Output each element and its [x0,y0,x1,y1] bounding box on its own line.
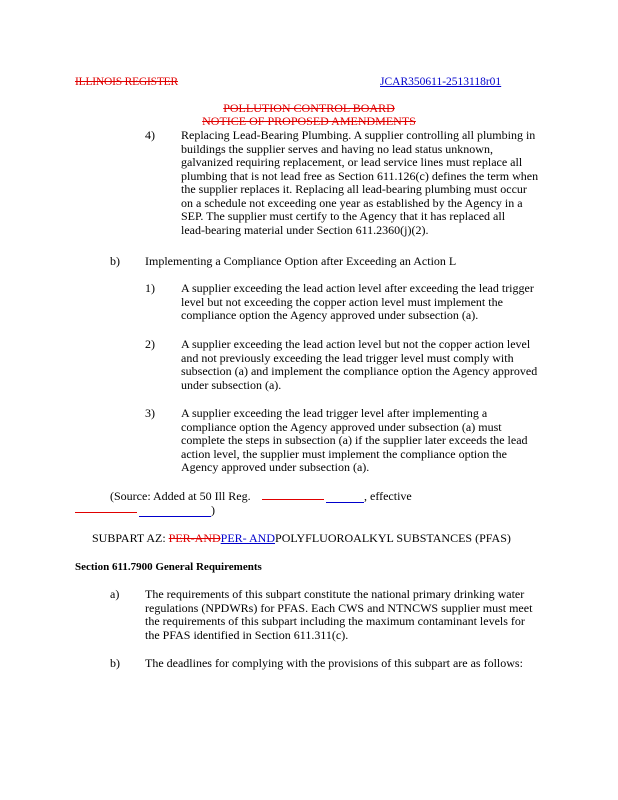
sub-3-line: complete the steps in subsection (a) if the supplier later exceeds the lead [181,433,528,447]
board-name: POLLUTION CONTROL BOARD [223,101,395,115]
section-a-line: The requirements of this subpart constitute the national primary drinking water [145,587,525,601]
effective-blank-deleted [75,512,137,513]
sub-1-number: 1) [145,281,155,295]
section-a-line: regulations (NPDWRs) for PFAS. Each CWS and NTNCWS supplier must meet [145,600,533,615]
register-header-left: ILLINOIS REGISTER [75,76,178,88]
subpart-deleted-text: PER-AND [168,531,221,545]
notice-title: NOTICE OF PROPOSED AMENDMENTS [202,114,416,128]
item-b-letter: b) [110,254,120,268]
section-a-line: the requirements of this subpart including the maximum contaminant levels for [145,614,525,628]
subpart-prefix: SUBPART AZ: [92,531,169,545]
section-b-text: The deadlines for complying with the provisions of this subpart are as follows: [145,656,523,670]
sub-3-number: 3) [145,406,155,420]
source-blank-deleted [262,499,324,500]
source-blank-inserted [326,502,364,503]
sub-2-text [181,338,601,392]
item-4-line: plumbing that is not lead free as Section 611.126(c) defines the term when [181,168,539,183]
sub-3-line: compliance option the Agency approved under subsection (a) must [181,419,502,434]
item-4-line: SEP. The supplier must certify to the Agency that it has replaced all [181,209,506,223]
sub-3-line: action level, the supplier must implement the compliance option the [181,446,507,461]
source-note: (Source: Added at 50 Ill Reg. [110,489,251,503]
subpart-inserted-text: PER- AND [220,531,276,545]
sub-3-line: A supplier exceeding the lead trigger level after implementing a [181,406,488,420]
sub-2-line: A supplier exceeding the lead action level but not the copper action level [181,337,531,351]
sub-2-number: 2) [145,337,155,351]
section-a-letter: a) [110,587,120,601]
section-title: Section 611.7900 General Requirements [75,561,262,573]
sub-2-line: subsection (a) and implement the compliance option the Agency approved [181,364,538,378]
item-4-line: the supplier replaces it. Replacing all lead-bearing plumbing must occur [181,182,527,196]
sub-1-line: A supplier exceeding the lead action level after exceeding the lead trigger [181,281,534,295]
item-4-line: galvanized requiring replacement, or lead service lines must replace all [181,155,523,169]
section-a-text [145,588,605,642]
sub-1-text [181,282,601,323]
sub-3-text [181,407,601,475]
jcar-code: JCAR350611-2513118r01 [380,76,502,88]
section-a-line: the PFAS identified in Section 611.311(c). [145,627,349,642]
item-4-line: buildings the supplier serves and having no lead status unknown, [181,141,493,156]
item-4-line: lead-bearing material under Section 611.2360(j)(2). [181,222,429,237]
item-4-number: 4) [145,128,155,142]
sub-1-line: level but not exceeding the copper action level must implement the [181,294,503,309]
source-close: ) [211,503,215,517]
subpart-heading [92,532,511,546]
subpart-rest: POLYFLUOROALKYL SUBSTANCES (PFAS) [275,531,511,545]
item-4-line: on a schedule not exceeding one year as established by the Agency in a [181,195,523,210]
sub-2-line: and not previously exceeding the lead trigger level must comply with [181,350,514,365]
sub-3-line: Agency approved under subsection (a). [181,460,370,474]
sub-1-line: compliance option the Agency approved under subsection (a). [181,308,479,322]
item-4-line: Replacing Lead-Bearing Plumbing. A supplier controlling all plumbing in [181,128,536,142]
source-effective: , effective [364,489,412,503]
item-4-text [181,129,601,237]
effective-blank-inserted [139,516,211,517]
item-b-title: Implementing a Compliance Option after Exceeding an Action L [145,254,457,268]
section-b-letter: b) [110,656,120,670]
sub-2-line: under subsection (a). [181,377,282,392]
